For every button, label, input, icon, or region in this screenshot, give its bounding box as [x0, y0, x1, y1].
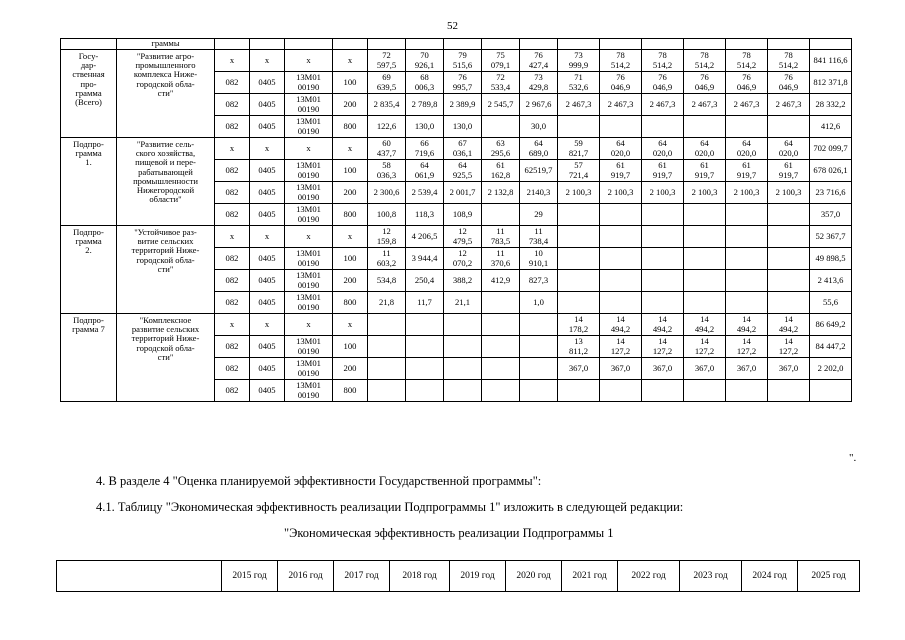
table-cell: 2 467,3 — [558, 94, 600, 116]
table-cell: x — [285, 226, 333, 248]
table-cell: 2 100,3 — [642, 182, 684, 204]
table-cell: 79 515,6 — [444, 50, 482, 72]
year-header: 2023 год — [680, 561, 742, 592]
table-cell — [768, 204, 810, 226]
table-cell — [726, 226, 768, 248]
table-cell: 49 898,5 — [810, 248, 852, 270]
table-cell — [600, 270, 642, 292]
table-cell: 28 332,2 — [810, 94, 852, 116]
table-cell — [642, 270, 684, 292]
table-cell — [768, 116, 810, 138]
table-cell — [684, 380, 726, 402]
table-cell: 64 020,0 — [642, 138, 684, 160]
table-cell — [642, 116, 684, 138]
table-cell: 11 738,4 — [520, 226, 558, 248]
table-cell — [642, 380, 684, 402]
table-cell: 2 467,3 — [600, 94, 642, 116]
table-cell: 12 070,2 — [444, 248, 482, 270]
table-cell: 122,6 — [368, 116, 406, 138]
table-cell: 14 127,2 — [684, 336, 726, 358]
table-cell: 13М01 00190 — [285, 72, 333, 94]
top-cell-empty — [61, 39, 117, 50]
program-label: Подпро- грамма 1. — [61, 138, 117, 226]
table-cell: 78 514,2 — [642, 50, 684, 72]
program-label: Госу- дар- ственная про- грамма (Всего) — [61, 50, 117, 138]
table-cell: 11 783,5 — [482, 226, 520, 248]
table-cell: 11 370,6 — [482, 248, 520, 270]
table-cell — [482, 358, 520, 380]
closing-quote: ". — [849, 452, 857, 464]
table-cell: 75 079,1 — [482, 50, 520, 72]
table-cell: 14 127,2 — [600, 336, 642, 358]
table-cell: 61 919,7 — [642, 160, 684, 182]
table-cell: 2 389,9 — [444, 94, 482, 116]
table-cell: 827,3 — [520, 270, 558, 292]
table-cell — [726, 204, 768, 226]
table-cell — [520, 358, 558, 380]
table-cell: 68 006,3 — [406, 72, 444, 94]
table-cell: 59 821,7 — [558, 138, 600, 160]
table-cell: 2 100,3 — [768, 182, 810, 204]
table-cell: 14 494,2 — [642, 314, 684, 336]
table-cell: 58 036,3 — [368, 160, 406, 182]
table-cell: 2140,3 — [520, 182, 558, 204]
table-cell — [600, 292, 642, 314]
table-cell: x — [215, 138, 250, 160]
table-cell: 4 206,5 — [406, 226, 444, 248]
year-header: 2024 год — [742, 561, 798, 592]
table-cell: 11,7 — [406, 292, 444, 314]
table-cell: x — [285, 314, 333, 336]
table-cell: 13М01 00190 — [285, 116, 333, 138]
table-cell: 13М01 00190 — [285, 248, 333, 270]
table-cell: 841 116,6 — [810, 50, 852, 72]
table-cell: 082 — [215, 182, 250, 204]
table-cell — [642, 204, 684, 226]
table-cell — [600, 380, 642, 402]
table-cell: 64 925,5 — [444, 160, 482, 182]
table-cell: 52 367,7 — [810, 226, 852, 248]
table-row — [61, 138, 852, 160]
table-cell: 64 020,0 — [600, 138, 642, 160]
table-cell: x — [285, 50, 333, 72]
table-cell: 13М01 00190 — [285, 336, 333, 358]
table-cell: 2 100,3 — [726, 182, 768, 204]
table-cell — [368, 314, 406, 336]
table-cell — [482, 116, 520, 138]
table-cell — [684, 248, 726, 270]
table-cell: 76 046,9 — [726, 72, 768, 94]
table-cell: 76 046,9 — [684, 72, 726, 94]
table-cell: 082 — [215, 72, 250, 94]
program-name: "Развитие сель- ского хозяйства, пищевой и пере- рабатывающей промышленности Нижегородской области" — [117, 138, 215, 226]
table-cell: 84 447,2 — [810, 336, 852, 358]
table-cell — [684, 292, 726, 314]
table-cell: 14 127,2 — [726, 336, 768, 358]
table-cell — [368, 336, 406, 358]
table-cell — [368, 358, 406, 380]
table-cell: x — [333, 226, 368, 248]
table-cell — [768, 226, 810, 248]
table-cell: x — [250, 314, 285, 336]
table-cell — [726, 116, 768, 138]
table-cell — [684, 270, 726, 292]
table-cell: 64 689,0 — [520, 138, 558, 160]
table-cell: 082 — [215, 380, 250, 402]
table-cell — [810, 380, 852, 402]
table-cell: 0405 — [250, 204, 285, 226]
table-cell — [768, 292, 810, 314]
table-cell: 14 494,2 — [768, 314, 810, 336]
table-cell — [406, 380, 444, 402]
table-cell: 0405 — [250, 182, 285, 204]
table-cell — [684, 116, 726, 138]
table-cell: 367,0 — [726, 358, 768, 380]
table-cell: 082 — [215, 204, 250, 226]
table-cell: 2 467,3 — [684, 94, 726, 116]
year-header: 2018 год — [390, 561, 450, 592]
table-cell: 800 — [333, 380, 368, 402]
table-cell: 0405 — [250, 358, 285, 380]
program-name: "Устойчивое раз- витие сельских территорий Ниже- городской обла- сти" — [117, 226, 215, 314]
table-cell — [482, 380, 520, 402]
table-cell: 2 467,3 — [642, 94, 684, 116]
table-cell: 0405 — [250, 72, 285, 94]
table-cell: 367,0 — [768, 358, 810, 380]
table-cell: 78 514,2 — [768, 50, 810, 72]
table-cell: 0405 — [250, 160, 285, 182]
table-cell: 534,8 — [368, 270, 406, 292]
table-cell: x — [333, 50, 368, 72]
table-cell — [558, 292, 600, 314]
year-header: 2017 год — [334, 561, 390, 592]
table-cell: 800 — [333, 116, 368, 138]
table-cell: 200 — [333, 270, 368, 292]
table-cell: 76 995,7 — [444, 72, 482, 94]
table-cell — [520, 336, 558, 358]
table-cell — [482, 292, 520, 314]
table-cell: 367,0 — [600, 358, 642, 380]
table-cell — [520, 380, 558, 402]
table-cell: x — [215, 226, 250, 248]
table-cell: 2 539,4 — [406, 182, 444, 204]
table-cell: 13М01 00190 — [285, 94, 333, 116]
year-header: 2022 год — [618, 561, 680, 592]
table-cell: 2 835,4 — [368, 94, 406, 116]
table-cell: 2 100,3 — [600, 182, 642, 204]
table-cell: 2 413,6 — [810, 270, 852, 292]
table-cell — [368, 380, 406, 402]
table-cell: 2 001,7 — [444, 182, 482, 204]
table-cell: 388,2 — [444, 270, 482, 292]
year-header-empty — [57, 561, 222, 592]
table-cell — [642, 292, 684, 314]
table-cell: 64 020,0 — [726, 138, 768, 160]
table-cell: 78 514,2 — [684, 50, 726, 72]
table-cell: 73 999,9 — [558, 50, 600, 72]
table-cell: 61 919,7 — [600, 160, 642, 182]
table-cell — [406, 358, 444, 380]
table-cell — [558, 226, 600, 248]
table-cell: 61 162,8 — [482, 160, 520, 182]
page-number: 52 — [447, 20, 458, 32]
table-cell: 71 532,6 — [558, 72, 600, 94]
year-header: 2019 год — [450, 561, 506, 592]
table-cell: 1,0 — [520, 292, 558, 314]
table-cell: 67 036,1 — [444, 138, 482, 160]
table-row — [61, 50, 852, 72]
table-cell: 367,0 — [642, 358, 684, 380]
table-cell: 13М01 00190 — [285, 292, 333, 314]
table-cell: 118,3 — [406, 204, 444, 226]
table-cell: 29 — [520, 204, 558, 226]
table-cell: 2 789,8 — [406, 94, 444, 116]
program-label: Подпро- грамма 2. — [61, 226, 117, 314]
table-cell: 72 597,5 — [368, 50, 406, 72]
table-cell: 14 178,2 — [558, 314, 600, 336]
table-cell — [558, 248, 600, 270]
table-cell: 10 910,1 — [520, 248, 558, 270]
table-cell: 2 467,3 — [726, 94, 768, 116]
table-cell: 130,0 — [406, 116, 444, 138]
table-cell — [482, 204, 520, 226]
table-cell: 12 479,5 — [444, 226, 482, 248]
table-cell: 100,8 — [368, 204, 406, 226]
table-cell: 14 494,2 — [684, 314, 726, 336]
table-cell: 76 046,9 — [768, 72, 810, 94]
table-cell — [558, 270, 600, 292]
year-header: 2016 год — [278, 561, 334, 592]
table-cell: 14 127,2 — [642, 336, 684, 358]
table-cell: x — [250, 138, 285, 160]
table-cell — [482, 314, 520, 336]
table-cell — [406, 336, 444, 358]
table-cell: 2 300,6 — [368, 182, 406, 204]
table-cell: x — [285, 138, 333, 160]
paragraph-section-4-1: 4.1. Таблицу "Экономическая эффективность реализации Подпрограммы 1" изложить в следующей редакции: — [96, 500, 684, 514]
table-cell: 082 — [215, 94, 250, 116]
table-cell: 13М01 00190 — [285, 358, 333, 380]
table-cell: 13 811,2 — [558, 336, 600, 358]
table-cell: x — [215, 50, 250, 72]
table-cell: 082 — [215, 336, 250, 358]
table-cell: 412,6 — [810, 116, 852, 138]
table-cell: 13М01 00190 — [285, 182, 333, 204]
top-fragment-cell: граммы — [117, 39, 215, 50]
table-cell: 2 132,8 — [482, 182, 520, 204]
table-cell: x — [250, 50, 285, 72]
table-cell: 14 127,2 — [768, 336, 810, 358]
table-cell: 63 295,6 — [482, 138, 520, 160]
table-cell: 21,8 — [368, 292, 406, 314]
table-cell: 108,9 — [444, 204, 482, 226]
table-cell: 100 — [333, 336, 368, 358]
table-cell — [642, 226, 684, 248]
table-cell: 11 603,2 — [368, 248, 406, 270]
table-row — [61, 314, 852, 336]
table-cell: 200 — [333, 94, 368, 116]
table-cell — [482, 336, 520, 358]
table-cell: 200 — [333, 358, 368, 380]
table-cell — [600, 204, 642, 226]
table-cell — [768, 248, 810, 270]
year-header: 2020 год — [506, 561, 562, 592]
table-cell — [558, 380, 600, 402]
table-cell: 082 — [215, 270, 250, 292]
table-cell: 13М01 00190 — [285, 270, 333, 292]
table-cell: 100 — [333, 248, 368, 270]
table-cell: 800 — [333, 292, 368, 314]
table-cell: 64 020,0 — [768, 138, 810, 160]
table-cell — [726, 248, 768, 270]
table-cell: x — [215, 314, 250, 336]
table-cell — [444, 380, 482, 402]
table-cell: 678 026,1 — [810, 160, 852, 182]
program-name: "Развитие агро- промышленного комплекса Ниже- городской обла- сти" — [117, 50, 215, 138]
table-cell — [558, 116, 600, 138]
table-cell: 76 427,4 — [520, 50, 558, 72]
table-cell: 76 046,9 — [600, 72, 642, 94]
table-cell — [520, 314, 558, 336]
table-cell: 61 919,7 — [684, 160, 726, 182]
table-cell: 082 — [215, 116, 250, 138]
table-title-economic-efficiency: "Экономическая эффективность реализации Подпрограммы 1 — [284, 526, 614, 540]
table-cell: 76 046,9 — [642, 72, 684, 94]
table-cell: 21,1 — [444, 292, 482, 314]
table-cell: 2 967,6 — [520, 94, 558, 116]
table-cell: 86 649,2 — [810, 314, 852, 336]
table-cell — [558, 204, 600, 226]
table-cell: x — [250, 226, 285, 248]
table-cell: 082 — [215, 248, 250, 270]
table-cell: x — [333, 314, 368, 336]
funding-table — [60, 38, 852, 402]
efficiency-table — [56, 560, 860, 592]
table-cell: 702 099,7 — [810, 138, 852, 160]
table-cell — [726, 292, 768, 314]
table-cell: 78 514,2 — [726, 50, 768, 72]
table-cell — [684, 204, 726, 226]
table-cell: 70 926,1 — [406, 50, 444, 72]
table-cell: x — [333, 138, 368, 160]
table-cell: 57 721,4 — [558, 160, 600, 182]
table-row — [61, 226, 852, 248]
table-cell: 2 202,0 — [810, 358, 852, 380]
program-label: Подпро- грамма 7 — [61, 314, 117, 402]
table-cell: 13М01 00190 — [285, 380, 333, 402]
program-name: "Комплексное развитие сельских территорий Ниже- городской обла- сти" — [117, 314, 215, 402]
table-cell: 2 100,3 — [558, 182, 600, 204]
table-cell — [600, 116, 642, 138]
table-cell: 12 159,8 — [368, 226, 406, 248]
table-cell: 130,0 — [444, 116, 482, 138]
table-cell — [600, 248, 642, 270]
table-cell: 082 — [215, 292, 250, 314]
table-cell: 73 429,8 — [520, 72, 558, 94]
table-cell: 30,0 — [520, 116, 558, 138]
table-cell: 13М01 00190 — [285, 160, 333, 182]
year-header-row — [57, 561, 860, 592]
table-cell: 69 639,5 — [368, 72, 406, 94]
table-cell: 412,9 — [482, 270, 520, 292]
table-cell — [726, 270, 768, 292]
table-cell — [406, 314, 444, 336]
table-cell: 0405 — [250, 116, 285, 138]
table-cell: 367,0 — [558, 358, 600, 380]
table-cell: 0405 — [250, 336, 285, 358]
table-cell: 0405 — [250, 94, 285, 116]
table-cell: 0405 — [250, 248, 285, 270]
table-cell: 61 919,7 — [768, 160, 810, 182]
table-cell: 357,0 — [810, 204, 852, 226]
table-cell: 14 494,2 — [600, 314, 642, 336]
table-cell: 0405 — [250, 270, 285, 292]
table-cell: 2 100,3 — [684, 182, 726, 204]
table-cell: 2 545,7 — [482, 94, 520, 116]
table-cell: 3 944,4 — [406, 248, 444, 270]
table-cell: 2 467,3 — [768, 94, 810, 116]
table-cell: 60 437,7 — [368, 138, 406, 160]
table-cell: 64 061,9 — [406, 160, 444, 182]
table-cell: 367,0 — [684, 358, 726, 380]
table-cell: 100 — [333, 72, 368, 94]
table-cell: 812 371,8 — [810, 72, 852, 94]
year-header: 2021 год — [562, 561, 618, 592]
year-header: 2015 год — [222, 561, 278, 592]
table-cell: 082 — [215, 358, 250, 380]
table-cell — [642, 248, 684, 270]
year-header: 2025 год — [798, 561, 860, 592]
table-cell: 14 494,2 — [726, 314, 768, 336]
table-cell: 082 — [215, 160, 250, 182]
table-cell — [768, 270, 810, 292]
table-cell: 0405 — [250, 292, 285, 314]
table-cell: 61 919,7 — [726, 160, 768, 182]
table-cell: 200 — [333, 182, 368, 204]
table-cell: 66 719,6 — [406, 138, 444, 160]
table-cell: 62519,7 — [520, 160, 558, 182]
table-cell — [444, 358, 482, 380]
table-cell: 23 716,6 — [810, 182, 852, 204]
table-cell: 800 — [333, 204, 368, 226]
table-cell — [600, 226, 642, 248]
table-cell — [768, 380, 810, 402]
table-cell — [444, 314, 482, 336]
table-cell — [684, 226, 726, 248]
table-cell: 55,6 — [810, 292, 852, 314]
paragraph-section-4: 4. В разделе 4 "Оценка планируемой эффективности Государственной программы": — [96, 474, 542, 488]
table-cell — [726, 380, 768, 402]
table-cell — [444, 336, 482, 358]
table-cell: 64 020,0 — [684, 138, 726, 160]
table-cell: 0405 — [250, 380, 285, 402]
table-cell: 78 514,2 — [600, 50, 642, 72]
table-cell: 100 — [333, 160, 368, 182]
table-cell: 13М01 00190 — [285, 204, 333, 226]
table-cell: 72 533,4 — [482, 72, 520, 94]
table-cell: 250,4 — [406, 270, 444, 292]
